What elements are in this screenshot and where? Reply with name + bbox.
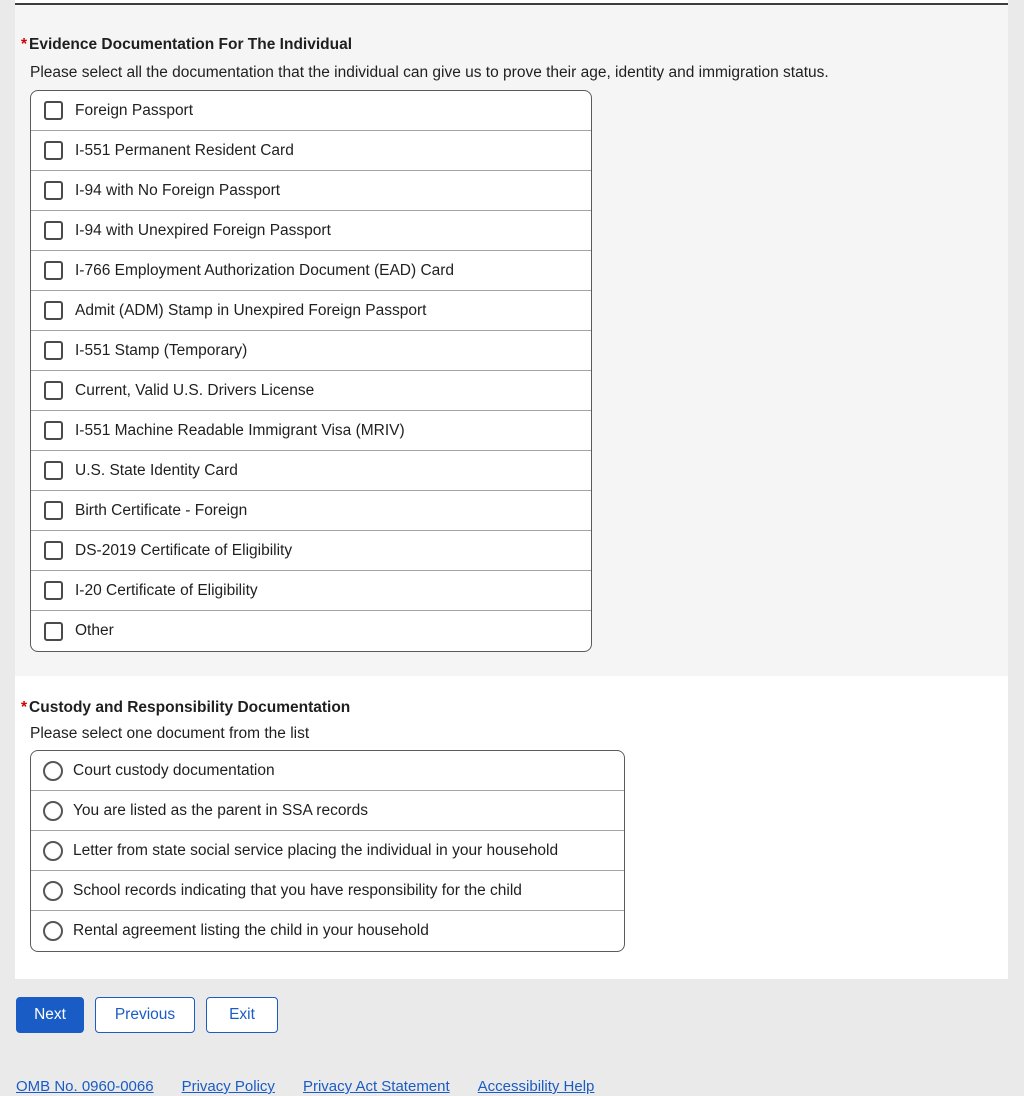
checkbox-option-row[interactable]	[31, 291, 591, 331]
checkbox-option-label: Other	[75, 622, 114, 639]
radio-option-row[interactable]	[31, 751, 624, 791]
checkbox[interactable]	[44, 221, 63, 240]
section-title: Custody and Responsibility Documentation	[29, 699, 351, 716]
checkbox[interactable]	[44, 461, 63, 480]
checkbox-option-row[interactable]	[31, 331, 591, 371]
section-header	[21, 35, 1008, 55]
checkbox-option-row[interactable]	[31, 491, 591, 531]
evidence-documentation-section	[15, 3, 1008, 676]
footer-link[interactable]: OMB No. 0960-0066	[16, 1078, 154, 1095]
section-subtitle: Please select one document from the list	[30, 725, 310, 742]
radio-option-label: Rental agreement listing the child in your household	[73, 922, 429, 939]
checkbox[interactable]	[44, 181, 63, 200]
checkbox-option-row[interactable]	[31, 171, 591, 211]
section-subtitle: Please select all the documentation that the individual can give us to prove their age, identity and immigration status.	[30, 64, 829, 81]
checkbox[interactable]	[44, 622, 63, 641]
radio-button[interactable]	[43, 801, 63, 821]
checkbox-option-row[interactable]	[31, 571, 591, 611]
radio-button[interactable]	[43, 921, 63, 941]
section-title: Evidence Documentation For The Individual	[29, 36, 353, 53]
checkbox[interactable]	[44, 261, 63, 280]
custody-documentation-section	[15, 676, 1008, 979]
checkbox[interactable]	[44, 381, 63, 400]
checkbox-option-label: I-94 with No Foreign Passport	[75, 181, 281, 199]
checkbox[interactable]	[44, 541, 63, 560]
checkbox-option-label: I-551 Machine Readable Immigrant Visa (MRIV)	[75, 421, 405, 439]
exit-button[interactable]: Exit	[206, 997, 278, 1033]
radio-option-row[interactable]	[31, 831, 624, 871]
checkbox-option-row[interactable]	[31, 451, 591, 491]
next-button[interactable]: Next	[16, 997, 84, 1033]
footer-link[interactable]: Privacy Act Statement	[302, 1078, 450, 1095]
footer-links	[16, 1078, 1008, 1096]
footer-link[interactable]: Privacy Policy	[181, 1078, 275, 1095]
checkbox-option-row[interactable]	[31, 611, 591, 651]
form-actions	[16, 997, 1008, 1033]
custody-documentation-list	[30, 750, 625, 952]
checkbox-option-label: I-94 with Unexpired Foreign Passport	[75, 221, 331, 239]
evidence-documentation-list	[30, 90, 592, 652]
radio-option-label: Court custody documentation	[73, 761, 275, 779]
checkbox-option-label: I-766 Employment Authorization Document (EAD) Card	[75, 261, 455, 279]
checkbox-option-row[interactable]	[31, 371, 591, 411]
checkbox-option-label: DS-2019 Certificate of Eligibility	[75, 541, 293, 559]
radio-option-row[interactable]	[31, 871, 624, 911]
radio-button[interactable]	[43, 841, 63, 861]
checkbox-option-row[interactable]	[31, 251, 591, 291]
checkbox[interactable]	[44, 341, 63, 360]
checkbox[interactable]	[44, 421, 63, 440]
checkbox[interactable]	[44, 141, 63, 160]
checkbox-option-label: I-20 Certificate of Eligibility	[75, 581, 258, 599]
checkbox-option-row[interactable]	[31, 91, 591, 131]
checkbox[interactable]	[44, 581, 63, 600]
checkbox-option-label: Foreign Passport	[75, 101, 194, 119]
checkbox-option-label: Current, Valid U.S. Drivers License	[75, 381, 315, 399]
radio-option-row[interactable]	[31, 911, 624, 951]
radio-option-label: School records indicating that you have responsibility for the child	[73, 881, 522, 899]
checkbox-option-label: I-551 Stamp (Temporary)	[75, 341, 248, 359]
radio-option-label: You are listed as the parent in SSA records	[73, 801, 368, 819]
required-asterisk: *	[21, 36, 28, 53]
checkbox-option-row[interactable]	[31, 531, 591, 571]
previous-button[interactable]: Previous	[95, 997, 195, 1033]
checkbox[interactable]	[44, 101, 63, 120]
required-asterisk: *	[21, 699, 28, 716]
section-header	[21, 698, 1008, 718]
checkbox-option-label: I-551 Permanent Resident Card	[75, 141, 294, 159]
checkbox-option-row[interactable]	[31, 131, 591, 171]
radio-option-label: Letter from state social service placing the individual in your household	[73, 841, 559, 859]
checkbox[interactable]	[44, 301, 63, 320]
radio-button[interactable]	[43, 761, 63, 781]
content-column	[15, 0, 1008, 1096]
radio-option-row[interactable]	[31, 791, 624, 831]
checkbox-option-label: U.S. State Identity Card	[75, 461, 238, 479]
checkbox-option-label: Admit (ADM) Stamp in Unexpired Foreign Passport	[75, 301, 427, 319]
checkbox[interactable]	[44, 501, 63, 520]
checkbox-option-row[interactable]	[31, 411, 591, 451]
footer-link[interactable]: Accessibility Help	[477, 1078, 595, 1095]
checkbox-option-label: Birth Certificate - Foreign	[75, 501, 248, 519]
radio-button[interactable]	[43, 881, 63, 901]
checkbox-option-row[interactable]	[31, 211, 591, 251]
